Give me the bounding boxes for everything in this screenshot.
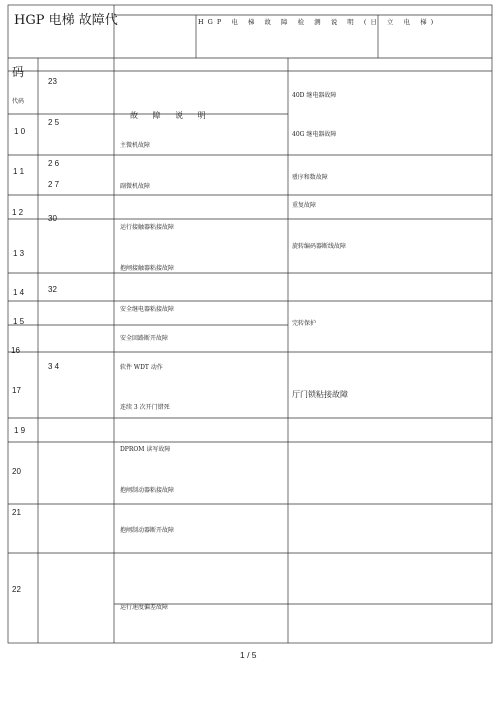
table-border <box>8 5 492 643</box>
page-number: 1 / 5 <box>240 650 257 660</box>
fault-code: 3 4 <box>48 362 60 371</box>
fault-description: 抱闸接触器粘接故障 <box>120 265 175 272</box>
fault-code: 16 <box>11 346 20 355</box>
fault-code: 23 <box>48 77 57 86</box>
fault-description: 安全继电器粘接故障 <box>120 306 175 313</box>
document-title: HGP 电梯 故障代 <box>14 13 118 28</box>
fault-code: 32 <box>48 285 57 294</box>
fault-description: 连续 3 次开门错死 <box>120 404 170 411</box>
fault-description: 安全回路断开故障 <box>120 335 169 342</box>
table-subtitle: HGP 电 梯 故 障 检 测 说 明 (日 立 电 梯) <box>198 18 438 26</box>
fault-code: 21 <box>12 508 21 517</box>
fault-code: 22 <box>12 585 21 594</box>
fault-description: 抱闸制动器断开故障 <box>120 527 175 534</box>
fault-code: 2 6 <box>48 159 60 168</box>
fault-description-right: 完转保护 <box>292 320 317 327</box>
fault-code: 20 <box>12 467 21 476</box>
fault-code: 1 4 <box>13 288 25 297</box>
fault-code: 1 2 <box>12 208 24 217</box>
fault-description: 软件 WDT 动作 <box>120 364 163 371</box>
fault-description: 运行速度偏差故障 <box>120 604 169 611</box>
fault-description: DPROM 读写故障 <box>120 446 171 453</box>
fault-code: 1 1 <box>13 167 25 176</box>
fault-code: 1 5 <box>13 317 25 326</box>
fault-code: 1 0 <box>14 127 26 136</box>
fault-description: 主微机故障 <box>120 142 151 149</box>
fault-code: 17 <box>12 386 21 395</box>
fault-description-right: 40G 继电器故障 <box>292 131 337 138</box>
fault-description: 抱闸制动器粘接故障 <box>120 487 175 494</box>
fault-description: 副微机故障 <box>120 183 151 190</box>
fault-description-right: 重复故障 <box>292 202 317 209</box>
code-label: 代码 <box>12 98 25 105</box>
code-char: 码 <box>12 65 25 79</box>
fault-code: 1 9 <box>14 426 26 435</box>
fault-description-right: 厅门锁粘接故障 <box>292 390 348 399</box>
fault-description-right: 40D 继电器故障 <box>292 92 337 99</box>
fault-description-right: 旋转编码器断线故障 <box>292 243 347 250</box>
fault-code: 30 <box>48 214 57 223</box>
fault-code: 1 3 <box>13 249 25 258</box>
fault-code: 2 7 <box>48 180 60 189</box>
fault-description: 运行接触器粘接故障 <box>120 224 175 231</box>
fault-description-right: 됐序和数故障 <box>292 174 328 181</box>
description-heading: 故 障 说 明 <box>130 111 212 120</box>
fault-code: 2 5 <box>48 118 60 127</box>
